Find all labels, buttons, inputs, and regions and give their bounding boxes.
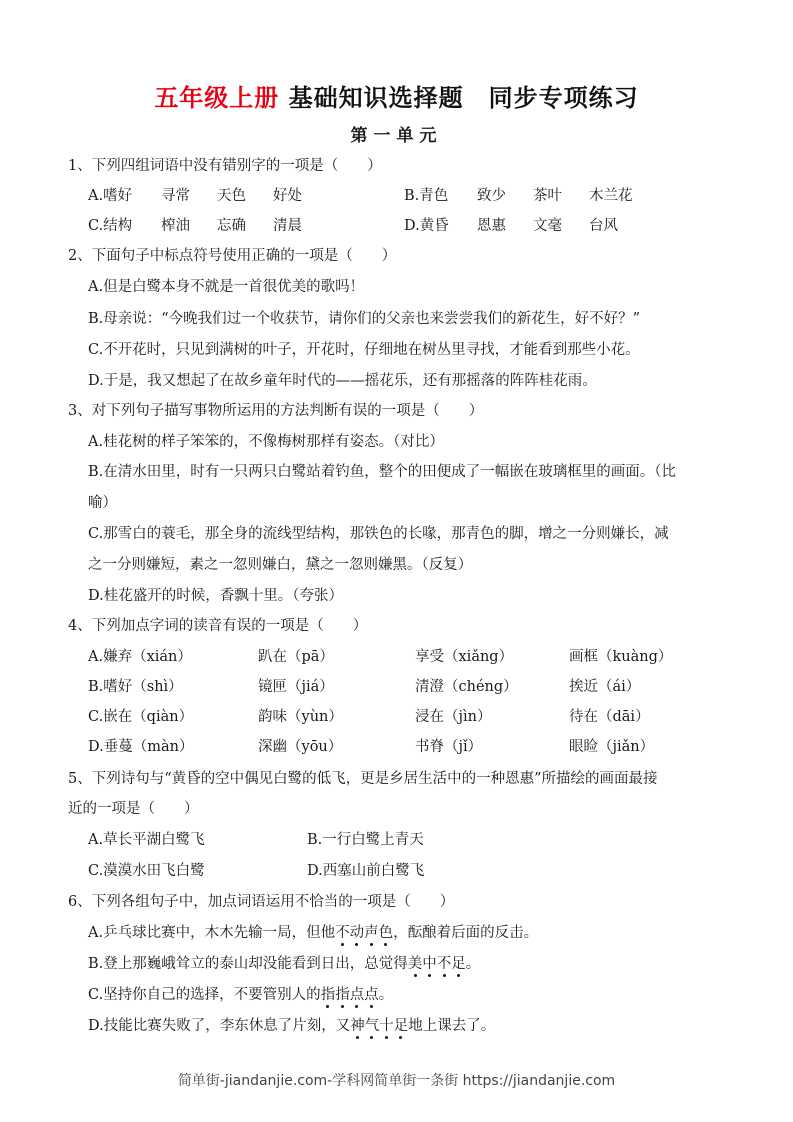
question-1-stem: 1、下列四组词语中没有错别字的一项是（ ） [68, 158, 382, 174]
q1-option-b-word: B.青色 [404, 188, 449, 204]
q4-cell: 待在（dāi） [569, 709, 650, 725]
q4-cell: 浸在（jìn） [415, 709, 492, 725]
q4-cell: A.嫌弃（xián） [88, 649, 192, 665]
q6-a-text: A.乒乓球比赛中，木木先输一局，但他 [88, 925, 336, 941]
q1-option-b-word: 致少 [477, 188, 506, 204]
q2-option-d: D.于是，我又想起了在故乡童年时代的——摇花乐，还有那摇落的阵阵桂花雨。 [88, 373, 597, 389]
q6-d-text: D.技能比赛失败了，李东休息了片刻，又 [88, 1018, 351, 1034]
q4-cell: 画框（kuàng） [569, 649, 673, 665]
q4-cell: 书脊（jǐ） [415, 739, 483, 755]
emphasis-dot-char: 神 [350, 1018, 365, 1034]
question-3-stem: 3、对下列句子描写事物所运用的方法判断有误的一项是（ ） [68, 403, 484, 419]
question-5-stem-continued: 近的一项是（ ） [68, 801, 199, 817]
q4-cell: 清澄（chéng） [415, 679, 518, 695]
emphasis-dot-char: 美 [407, 956, 423, 972]
q6-b-text: 。 [465, 956, 481, 972]
q6-a-dotted-phrase [335, 925, 393, 941]
q3-option-a: A.桂花树的样子笨笨的，不像梅树那样有姿态。（对比） [88, 434, 444, 450]
q1-option-b-word: 茶叶 [533, 188, 562, 204]
q4-cell: D.垂蔓（màn） [88, 739, 194, 755]
emphasis-dot-char: 不 [436, 956, 452, 972]
q1-option-d-word: 台风 [589, 218, 618, 234]
q6-d-dotted-phrase [350, 1018, 408, 1034]
q6-b-text: B.登上那巍峨耸立的泰山却没能看到日出，总觉得 [88, 956, 408, 972]
emphasis-dot-char: 指 [320, 987, 336, 1003]
question-4-stem: 4、下列加点字词的读音有误的一项是（ ） [68, 618, 368, 634]
q5-option-c: C.漠漠水田飞白鹭 [88, 863, 205, 879]
q6-c-text: 。 [378, 987, 394, 1003]
q1-option-c-word: 忘确 [217, 218, 246, 234]
q4-cell: 享受（xiǎng） [415, 649, 514, 665]
title-grade: 五年级上册 [154, 84, 280, 112]
emphasis-dot-char: 十 [379, 1018, 394, 1034]
emphasis-dot-char: 色 [378, 925, 394, 941]
footer-watermark: 简单街-jiandanjie.com-学科网简单街一条街 https://jiandanjie.com [177, 1073, 616, 1089]
q4-cell: 深幽（yōu） [258, 739, 343, 755]
emphasis-dot-char: 足 [393, 1018, 409, 1034]
q2-option-a: A.但是白鹭本身不就是一首很优美的歌吗！ [88, 279, 365, 295]
q4-cell: B.嗜好（shì） [88, 679, 183, 695]
q1-option-a-word: A.嗜好 [88, 188, 133, 204]
emphasis-dot-char: 足 [451, 956, 466, 972]
q4-cell: C.嵌在（qiàn） [88, 709, 194, 725]
emphasis-dot-char: 中 [422, 956, 437, 972]
emphasis-dot-char: 点 [364, 987, 379, 1003]
q6-a-text: ，酝酿着后面的反击。 [393, 925, 539, 941]
emphasis-dot-char: 气 [364, 1018, 380, 1034]
q2-option-b: B.母亲说：“今晚我们过一个收获节，请你们的父亲也来尝尝我们的新花生，好不好？” [88, 311, 641, 327]
question-2-stem: 2、下面句子中标点符号使用正确的一项是（ ） [68, 248, 397, 264]
q6-b-dotted-phrase [408, 956, 466, 972]
q3-option-b-continued: 喻） [88, 495, 117, 511]
q6-option-d [88, 1016, 495, 1036]
q1-option-b-word: 木兰花 [589, 188, 633, 204]
q6-option-c [88, 985, 393, 1005]
q1-option-d-word: 恩惠 [477, 218, 506, 234]
emphasis-dot-char: 指 [335, 987, 350, 1003]
q4-cell: 挨近（ái） [569, 679, 641, 695]
q1-option-a-word: 天色 [217, 188, 246, 204]
page-title [0, 78, 793, 113]
q4-cell: 韵味（yùn） [258, 709, 343, 725]
q4-cell: 趴在（pā） [258, 649, 334, 665]
q4-cell: 眼睑（jiǎn） [569, 739, 655, 755]
q5-option-b: B.一行白鹭上青天 [307, 832, 424, 848]
q5-option-a: A.草长平湖白鹭飞 [88, 832, 205, 848]
q6-option-b [88, 954, 480, 974]
q3-option-b: B.在清水田里，时有一只两只白鹭站着钓鱼，整个的田便成了一幅嵌在玻璃框里的画面。（比 [88, 464, 677, 480]
q1-option-c-word: 榨油 [161, 218, 190, 234]
q3-option-c: C.那雪白的蓑毛，那全身的流线型结构，那铁色的长喙，那青色的脚，增之一分则嫌长，减 [88, 526, 669, 542]
q2-option-c: C.不开花时，只见到满树的叶子，开花时，仔细地在树丛里寻找，才能看到那些小花。 [88, 342, 640, 358]
q1-option-a-word: 好处 [273, 188, 302, 204]
title-subject: 基础知识选择题 同步专项练习 [279, 84, 639, 112]
q1-option-c-word: 清晨 [273, 218, 302, 234]
emphasis-dot-char: 动 [349, 925, 365, 941]
q3-option-c-continued: 之一分则嫌短，素之一忽则嫌白，黛之一忽则嫌黑。（反复） [88, 557, 473, 573]
emphasis-dot-char: 不 [335, 925, 350, 941]
emphasis-dot-char: 点 [349, 987, 365, 1003]
q4-cell: 镜匣（jiá） [258, 679, 334, 695]
q6-c-text: C.坚持你自己的选择，不要管别人的 [88, 987, 321, 1003]
unit-heading: 第一单元 [350, 126, 443, 146]
question-6-stem: 6、下列各组句子中，加点词语运用不恰当的一项是（ ） [68, 894, 455, 910]
emphasis-dot-char: 声 [364, 925, 379, 941]
q6-option-a [88, 923, 538, 943]
q5-option-d: D.西塞山前白鹭飞 [307, 863, 425, 879]
question-5-stem: 5、下列诗句与“黄昏的空中偶见白鹭的低飞，更是乡居生活中的一种恩惠”所描绘的画面最接 [68, 771, 658, 787]
q1-option-d-word: 文毫 [533, 218, 562, 234]
q3-option-d: D.桂花盛开的时候，香飘十里。（夸张） [88, 588, 343, 604]
q1-option-d-word: D.黄昏 [404, 218, 449, 234]
q1-option-a-word: 寻常 [161, 188, 190, 204]
q1-option-c-word: C.结构 [88, 218, 133, 234]
q6-c-dotted-phrase [321, 987, 379, 1003]
q6-d-text: 地上课去了。 [408, 1018, 496, 1034]
